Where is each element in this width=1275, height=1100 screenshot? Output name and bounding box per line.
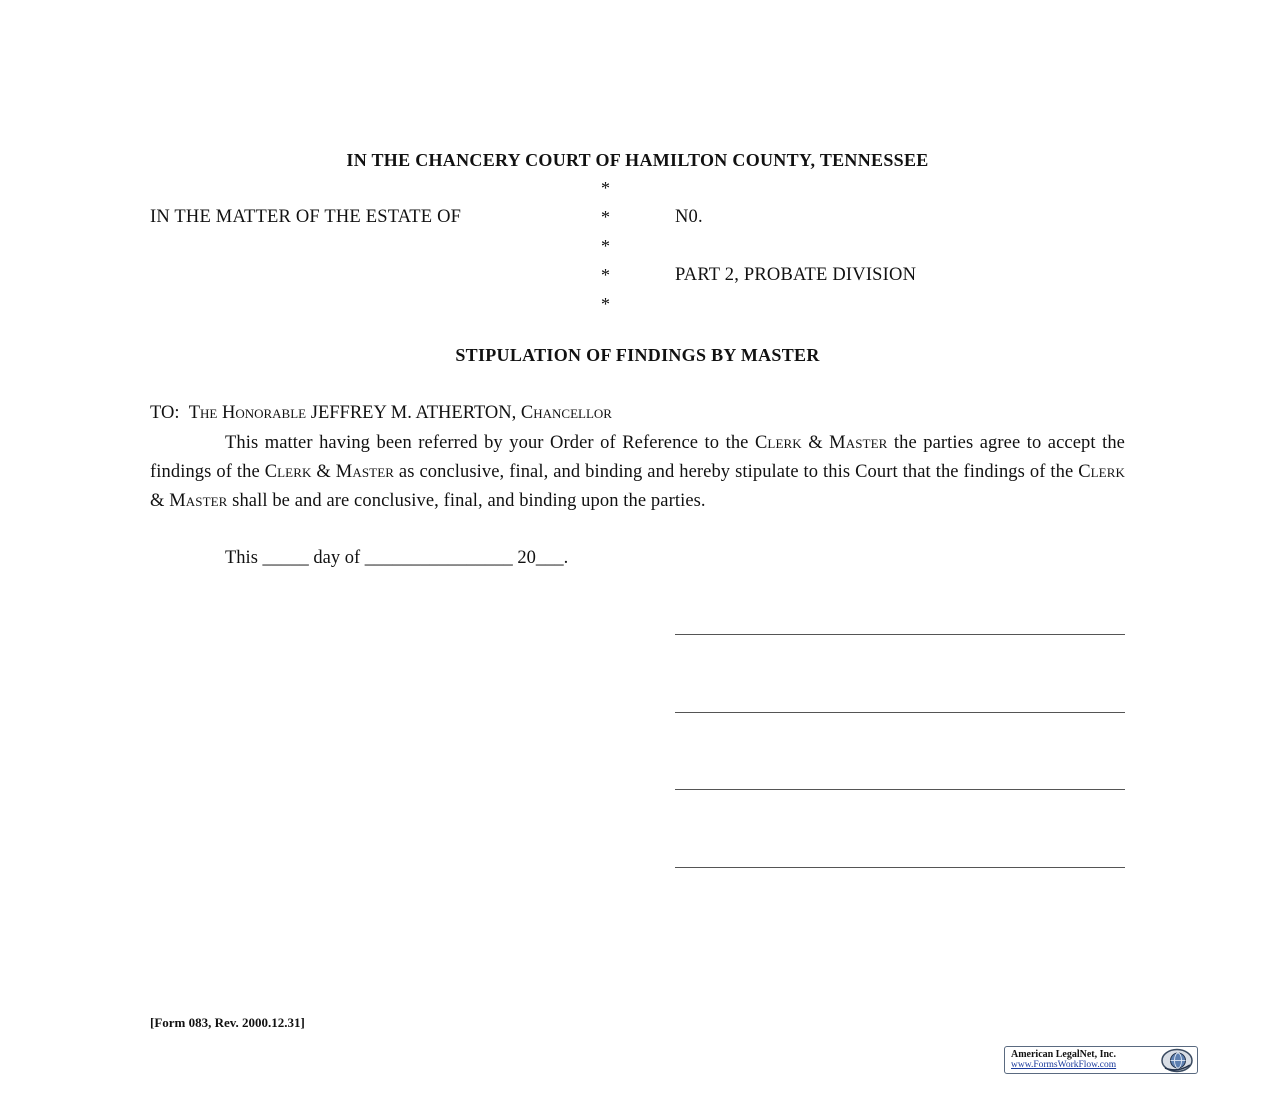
logo-company-name: American LegalNet, Inc.	[1011, 1049, 1116, 1060]
stipulation-paragraph	[150, 429, 1125, 516]
logo-website-link[interactable]: www.FormsWorkFlow.com	[1011, 1060, 1117, 1070]
signature-line	[675, 712, 1125, 713]
clerk-master-term: Clerk & Master	[754, 433, 888, 453]
date-line: This _____ day of ________________ 20___.	[225, 548, 569, 568]
caption-separator: *	[601, 178, 610, 198]
addressee-role: Chancellor	[520, 403, 612, 423]
caption-separator: *	[601, 294, 610, 314]
clerk-master-term: Clerk & Master	[150, 462, 1125, 511]
case-number-label: N0.	[675, 207, 703, 227]
estate-caption-label: IN THE MATTER OF THE ESTATE OF	[150, 207, 462, 227]
clerk-master-term: Clerk & Master	[264, 462, 395, 482]
signature-line	[675, 789, 1125, 790]
body-text-4: shall be and are conclusive, final, and binding upon the parties.	[227, 491, 706, 511]
court-title: IN THE CHANCERY COURT OF HAMILTON COUNTY, TENNESSEE	[346, 150, 929, 170]
body-text-3: as conclusive, final, and binding and hereby stipulate to this Court that the findings of the	[394, 462, 1079, 482]
form-identifier: [Form 083, Rev. 2000.12.31]	[150, 1015, 305, 1030]
addressee-prefix: TO:	[150, 403, 180, 423]
signature-line	[675, 867, 1125, 868]
caption-separator: *	[601, 236, 610, 256]
body-text-2: the parties agree to accept the findings of the	[150, 433, 1125, 482]
caption-separator: *	[601, 265, 610, 285]
signature-line	[675, 634, 1125, 635]
division-label: PART 2, PROBATE DIVISION	[675, 265, 917, 285]
globe-icon	[1159, 1048, 1195, 1073]
body-text-1: This matter having been referred by your Order of Reference to the	[225, 433, 755, 453]
caption-separator: *	[601, 207, 610, 227]
addressee-line	[150, 403, 612, 424]
document-title: STIPULATION OF FINDINGS BY MASTER	[455, 345, 820, 365]
addressee-honorable: The Honorable	[188, 403, 307, 423]
legalnet-logo-badge[interactable]	[1004, 1046, 1198, 1074]
addressee-name: JEFFREY M. ATHERTON,	[310, 403, 517, 423]
